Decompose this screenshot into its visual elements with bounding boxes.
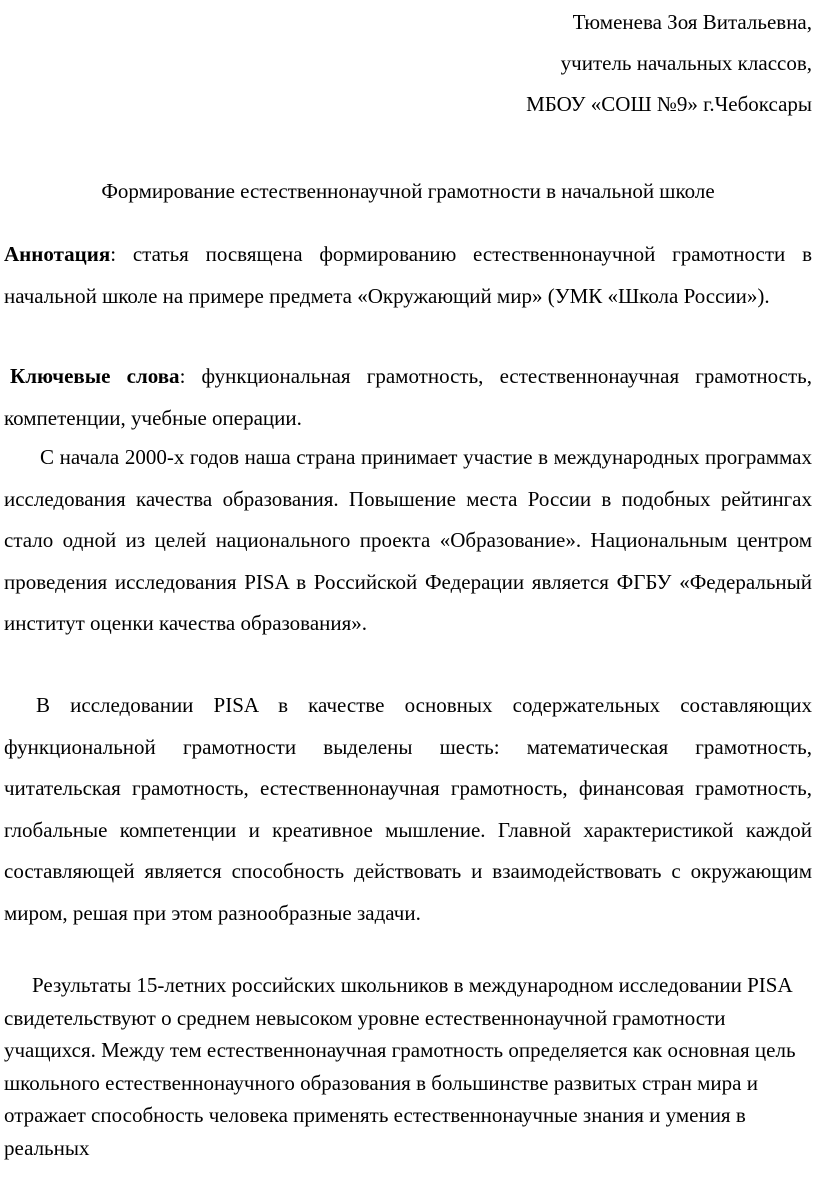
annotation-paragraph: [4, 234, 812, 317]
body-paragraph-1: С начала 2000-х годов наша страна принимает участие в международных программах исследования качества образования. Повышение места России в подобных рейтингах стало одной из целей национального проекта «Образование». Национальным центром проведения исследования PISA в Российской Федерации является ФГБУ «Федеральный институт оценки качества образования».: [4, 445, 812, 635]
author-name: Тюменева Зоя Витальевна,: [572, 10, 812, 34]
author-school: МБОУ «СОШ №9» г.Чебоксары: [526, 92, 812, 116]
annotation-label: Аннотация: [4, 242, 111, 266]
keywords-text: : функциональная грамотность, естественнонаучная грамотность, компетенции, учебные операции.: [4, 364, 812, 430]
keywords-label: Ключевые слова: [10, 364, 180, 388]
keywords-paragraph: [4, 356, 812, 439]
article-title: Формирование естественнонаучной грамотности в начальной школе: [101, 179, 715, 203]
body-paragraph-3: Результаты 15-летних российских школьников в международном исследовании PISA свидетельствуют о среднем невысоком уровне естественнонаучной грамотности учащихся. Между тем естественнонаучная грамотность определяется как основная цель школьного естественнонаучного образования в большинстве развитых стран мира и отражает способность человека применять естественнонаучные знания и умения в реальных: [4, 973, 796, 1160]
annotation-text: : статья посвящена формированию естественнонаучной грамотности в начальной школе на примере предмета «Окружающий мир» (УМК «Школа России»).: [4, 242, 812, 308]
author-position: учитель начальных классов,: [560, 51, 812, 75]
author-block: [526, 2, 812, 125]
body-paragraph-2: В исследовании PISA в качестве основных содержательных составляющих функциональной грамотности выделены шесть: математическая грамотность, читательская грамотность, естественнонаучная грамотность, финансовая грамотность, глобальные компетенции и креативное мышление. Главной характеристикой каждой составляющей является способность действовать и взаимодействовать с окружающим миром, решая при этом разнообразные задачи.: [4, 693, 812, 925]
